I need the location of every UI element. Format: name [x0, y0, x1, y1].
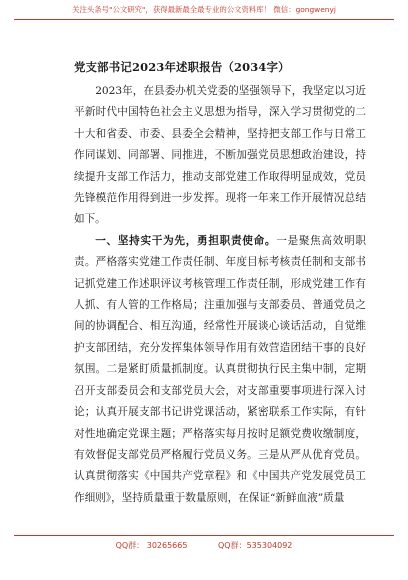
section-1-paragraph [74, 231, 366, 509]
footer [0, 540, 408, 551]
header-promo-text: 关注头条号"公文研究"，获得最新最全最专业的公文资料库！ 微信：gongwenyj [72, 5, 336, 14]
section-1-body: 一是聚焦高效明职责。严格落实党建工作责任制、年度目标考核责任制和支部书记抓党建工作述职评议考核管理工作责任制，形成党建工作有人抓、有人管的工作格局；注重加强与支部委员、普通党员之间的协调配合、相互沟通，经常性开展谈心谈话活动，自觉维护支部团结，充分发挥集体领导作用有效营造团结干事的良好氛围。二是紧盯质量抓制度。认真贯彻执行民主集中制，定期召开支部委员会和支部党员大会，对支部重要事项进行深入讨论；认真开展支部书记讲党课活动，紧密联系工作实际，有针对性地确定党课主题；严格落实每月按时足额党费收缴制度，有效督促支部党员严格履行党员义务。三是从严从优育党员。认真贯彻落实《中国共产党章程》和《中国共产党发展党员工作细则》，坚持质量重于数量原则，在保证“新鲜血液”质量 [74, 234, 367, 504]
document-body [74, 81, 366, 509]
footer-qq-group-1: QQ群： 30265665 [115, 541, 188, 550]
intro-paragraph: 2023年，在县委办机关党委的坚强领导下，我坚定以习近平新时代中国特色社会主义思想为指导，深入学习贯彻党的二十大和省委、市委、县委全会精神，坚持把支部工作与日常工作同谋划、同部署、同推进，不断加强党员思想政治建设，持续提升支部工作活力，推动支部党建工作取得明显成效，党员先锋模范作用得到进一步发挥。现将一年来工作开展情况总结如下。 [74, 85, 366, 226]
header-divider [14, 19, 394, 20]
section-1-heading: 一、坚持实干为先，勇担职责使命。 [95, 234, 277, 247]
footer-qq-group-2: QQ群：535304092 [218, 541, 293, 550]
document-title: 党支部书记2023年述职报告（2034字） [74, 60, 290, 74]
footer-divider [14, 535, 394, 536]
